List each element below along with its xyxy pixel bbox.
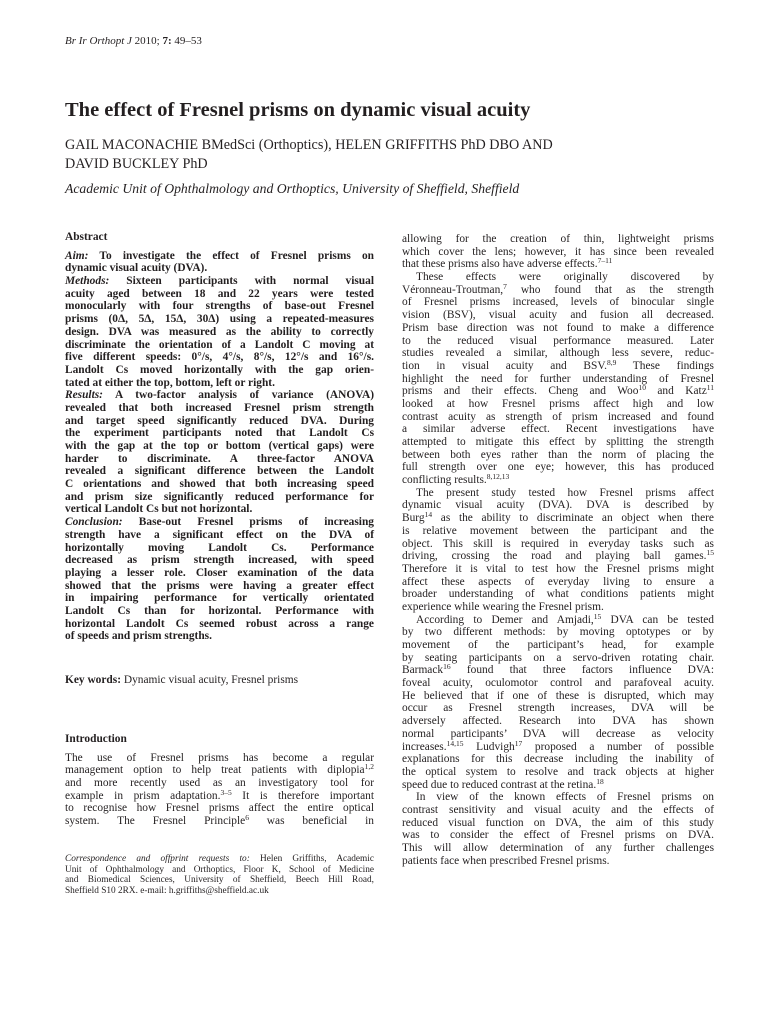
abstract-line: harder to discriminate. A three-factor ANOVA (65, 452, 374, 465)
body-line: foveal acuity, oculomotor control and parafoveal acuity. (402, 677, 714, 690)
body-line: contrast sensitivity and visual acuity and the effects of (402, 803, 714, 816)
abstract-line: horizontally moving Landolt Cs. Performance (65, 541, 374, 554)
abstract-heading: Abstract (65, 231, 108, 243)
author-line: DAVID BUCKLEY PhD (65, 156, 208, 172)
body-line: speed due to reduced contrast at the retina.$^{18}$ (402, 776, 604, 791)
correspondence-label: Correspondence and offprint requests to: (65, 854, 250, 864)
abstract-line: Landolt Cs than for horizontal. Performance with (65, 604, 374, 617)
body-line: Prism base direction was not found to make a difference (402, 321, 714, 334)
abstract-line: strength have a significant effect on the DVA of (65, 528, 374, 541)
body-line: was to consider the effect of Fresnel prisms on DVA. (402, 829, 714, 842)
body-line: prisms and their effects. Cheng and Woo$^{10}$ and Katz$^{11}$ (402, 383, 714, 398)
abstract-line: and prism size significantly reduced performance for (65, 490, 374, 503)
author-line: GAIL MACONACHIE BMedSci (Orthoptics), HELEN GRIFFITHS PhD DBO AND (65, 137, 553, 153)
abstract-line: in impairing performance for vertically orientated (65, 592, 374, 605)
reference-superscript: 1,2 (364, 762, 374, 772)
journal-citation (65, 35, 202, 47)
body-line: experience while wearing the Fresnel prism. (402, 600, 604, 613)
methods-label: Methods: (65, 275, 110, 288)
body-line: vision (BSV), visual acuity and fusion all decreased. (402, 309, 714, 322)
abstract-line: with the gap at the top or bottom (vertical gaps) were (65, 440, 374, 452)
abstract-line: five different speeds: 0°/s, 4°/s, 8°/s, 12°/s and 16°/s. (65, 351, 374, 364)
body-line: highlight the need for further understanding of Fresnel (402, 372, 714, 385)
abstract-line: discriminate the orientation of a Landolt C moving at (65, 338, 374, 351)
body-line: Therefore it is vital to test how the Fresnel prisms might (402, 562, 714, 575)
reference-superscript: 7–11 (597, 256, 613, 266)
journal-pages: 49–53 (174, 35, 202, 47)
body-line: He believed that if one of these is disrupted, which may (402, 689, 714, 702)
abstract-line: revealed that both increased Fresnel prism strength (65, 401, 374, 414)
body-line: These effects were originally discovered by (416, 271, 714, 284)
abstract-line: C orientations and showed that both increasing speed (65, 478, 374, 491)
correspondence-line: and Biomedical Sciences, University of Sheffield, Beech Hill Road, (65, 875, 374, 886)
conclusion-label: Conclusion: (65, 516, 123, 529)
correspondence-note (65, 854, 374, 897)
body-line: Burg$^{14}$ as the ability to discriminate an object when there (402, 510, 714, 525)
body-line: to recognise how Fresnel prisms affect the entire optical (65, 802, 374, 815)
body-line: occur as Fresnel strength increases, DVA will be (402, 702, 714, 715)
body-line: adversely affected. Research into DVA has shown (402, 715, 714, 728)
body-line: The present study tested how Fresnel prisms affect (416, 486, 714, 499)
abstract-line: tated at either the top, bottom, left or right. (65, 376, 275, 389)
body-line: affect these aspects of everyday living to ensure a (402, 575, 714, 588)
body-line: to the reduced visual performance measured. Later (402, 334, 714, 347)
abstract-line: horizontal Landolt Cs seemed robust across a range (65, 617, 374, 630)
body-line: increases.$^{14,15}$ Ludvigh$^{17}$ proposed a number of possible (402, 738, 714, 753)
abstract-line: Methods: Sixteen participants with normal visual (65, 275, 374, 288)
abstract-line: revealed a significant difference between the Landolt (65, 465, 374, 478)
body-line: object. This skill is required in everyday tasks such as (402, 537, 714, 550)
abstract-section (65, 231, 374, 643)
body-line: reduced visual function on DVA, the aim of this study (402, 816, 714, 829)
body-line: contrast acuity as strength of prism increased and found (402, 410, 714, 423)
introduction-heading: Introduction (65, 733, 127, 745)
abstract-line: playing a lesser role. Closer examination of the data (65, 566, 374, 579)
abstract-line: of speeds and prism strengths. (65, 630, 212, 643)
body-line: by seating participants on a servo-driven rotating chair. (402, 651, 714, 664)
reference-superscript: 17 (514, 738, 523, 748)
body-line: is relative movement between the participant and the (402, 524, 714, 537)
abstract-line: prisms (0Δ, 5Δ, 15Δ, 30Δ) using a repeated-measures (65, 313, 374, 326)
abstract-line: Landolt Cs moved horizontally with the gap orien- (65, 363, 374, 376)
abstract-line: decreased as prism strength increased, with speed (65, 554, 374, 567)
keywords-label: Key words: (65, 674, 121, 686)
body-line: Véronneau-Troutman,$^7$ who found that as the strength (402, 281, 714, 296)
body-line: that these prisms also have adverse effects.$^{7-11}$ (402, 256, 613, 271)
body-line: In view of the known effects of Fresnel prisms on (416, 791, 714, 804)
article-title: The effect of Fresnel prisms on dynamic visual acuity (65, 99, 531, 121)
author-list (65, 136, 705, 174)
body-line: between both eyes rather than the norm of placing the (402, 448, 714, 461)
body-line: According to Demer and Amjadi,$^{15}$ DVA can be tested (416, 611, 714, 626)
journal-name: Br Ir Orthopt J (65, 35, 132, 47)
body-line: attempted to mitigate this effect by splitting the strength (402, 436, 714, 448)
reference-superscript: 8,9 (606, 357, 617, 367)
reference-superscript: 3–5 (220, 787, 232, 797)
reference-superscript: 18 (596, 776, 604, 786)
abstract-line: dynamic visual acuity (DVA). (65, 262, 208, 275)
reference-superscript: 11 (706, 383, 714, 393)
abstract-line: vertical Landolt Cs but not horizontal. (65, 503, 253, 516)
correspondence-line: Correspondence and offprint requests to: Helen Griffiths, Academic (65, 854, 374, 864)
aim-label: Aim: (65, 249, 89, 262)
body-line: normal participants’ DVA will decrease as velocity (402, 727, 714, 740)
reference-superscript: 16 (443, 662, 451, 672)
journal-year: 2010; (134, 35, 160, 47)
body-line: example in prism adaptation.$^{3-5}$ It is therefore important (65, 787, 374, 802)
body-line: Barmack$^{16}$ found that three factors influence DVA: (402, 662, 714, 677)
body-line: system. The Fresnel Principle$^6$ was beneficial in (65, 813, 374, 828)
results-label: Results: (65, 389, 103, 402)
abstract-line: Aim: To investigate the effect of Fresnel prisms on (65, 249, 374, 262)
abstract-line: monocularly with four strengths of base-out Fresnel (65, 300, 374, 313)
introduction-section (65, 733, 374, 828)
body-line: a similar adverse effect. Recent investigations have (402, 423, 714, 436)
reference-superscript: 10 (638, 383, 646, 393)
reference-superscript: 15 (593, 611, 602, 621)
body-line: management option to help treat patients with diplopia$^{1,2}$ (65, 762, 374, 777)
body-line: explanations for this decrease including the inability of (402, 753, 714, 766)
reference-superscript: 7 (503, 281, 507, 291)
body-line: the optical system to resolve and track objects at higher (402, 765, 714, 778)
body-line: patients face when prescribed Fresnel prisms. (402, 854, 610, 867)
body-line: by two different methods: by moving optotypes or by (402, 626, 714, 639)
abstract-line: showed that the prisms were having a greater effect (65, 579, 374, 592)
correspondence-line: Unit of Ophthalmology and Orthoptics, Floor K, School of Medicine (65, 864, 374, 875)
abstract-line: Results: A two-factor analysis of variance (ANOVA) (65, 389, 374, 402)
body-line: conflicting results.$^{8,12,13}$ (402, 472, 510, 487)
body-line: of Fresnel prisms increased, levels of binocular single (402, 296, 714, 309)
body-line: This will allow determination of any further challenges (402, 842, 714, 854)
journal-volume: 7: (162, 35, 172, 47)
affiliation: Academic Unit of Ophthalmology and Orthoptics, University of Sheffield, Sheffield (65, 181, 520, 196)
body-line: movement of the participant’s head, for example (402, 639, 714, 651)
reference-superscript: 8,12,13 (486, 472, 510, 482)
keywords (65, 674, 298, 686)
body-line: allowing for the creation of thin, lightweight prisms (402, 233, 714, 245)
body-line: which cover the lens; however, it has since been revealed (402, 245, 714, 258)
reference-superscript: 14 (424, 510, 433, 520)
body-line: full strength over one eye; however, this has produced (402, 461, 714, 474)
body-line: driving, crossing the road and playing ball games.$^{15}$ (402, 548, 714, 563)
body-line: broader understanding of what conditions patients might (402, 588, 714, 601)
abstract-line: and target speed significantly reduced DVA. During (65, 414, 374, 427)
abstract-line: Conclusion: Base-out Fresnel prisms of increasing (65, 516, 374, 529)
abstract-line: the experiment participants noted that Landolt Cs (65, 427, 374, 440)
body-line: The use of Fresnel prisms has become a regular (65, 751, 374, 764)
reference-superscript: 15 (706, 548, 714, 558)
body-line: tion in visual acuity and BSV.$^{8,9}$ These findings (402, 357, 714, 372)
reference-superscript: 6 (245, 813, 249, 823)
body-line: dynamic visual acuity (DVA). DVA is described by (402, 499, 714, 512)
body-line: looked at how Fresnel prisms affect high and low (402, 397, 714, 410)
correspondence-line: Sheffield S10 2RX. e-mail: h.griffiths@sheffield.ac.uk (65, 886, 269, 897)
reference-superscript: 14,15 (446, 738, 464, 748)
abstract-line: design. DVA was measured as the ability to correctly (65, 325, 374, 338)
body-column-right (402, 233, 714, 867)
abstract-line: acuity aged between 18 and 22 years were tested (65, 287, 374, 300)
body-line: and more recently used as an investigatory tool for (65, 777, 374, 790)
keywords-value: Dynamic visual acuity, Fresnel prisms (121, 674, 299, 686)
body-line: studies revealed a similar, although less severe, reduc- (402, 347, 714, 360)
